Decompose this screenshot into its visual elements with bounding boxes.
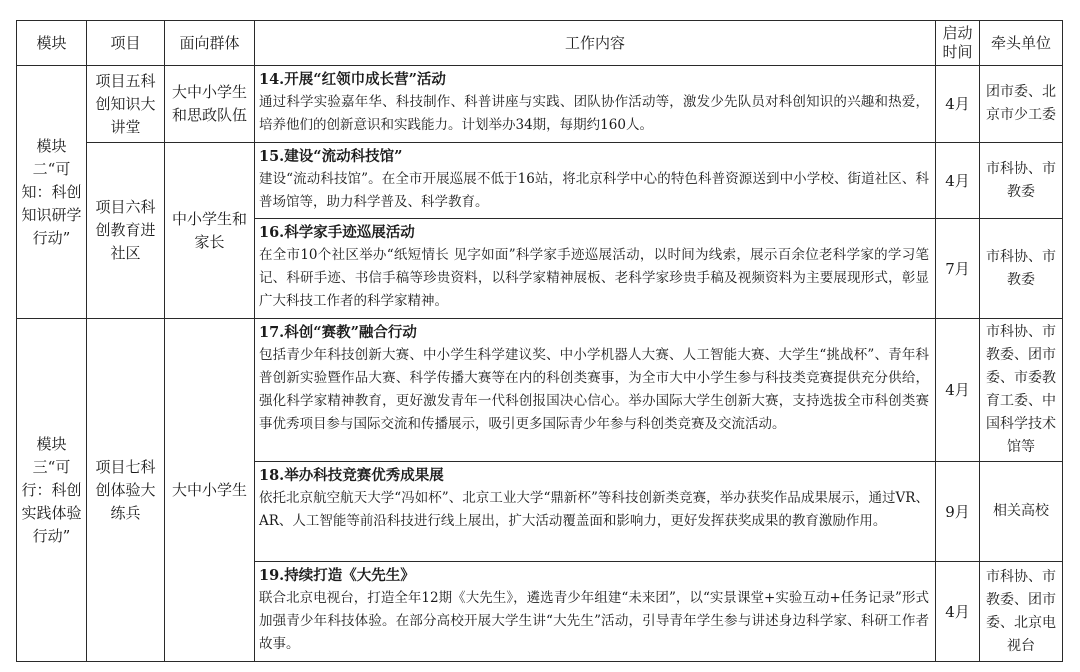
- item-description: 依托北京航空航天大学“冯如杯”、北京工业大学“鼎新杯”等科技创新类竞赛，举办获奖作品成果展示，通过VR、AR、人工智能等前沿科技进行线上展出，扩大活动覆盖面和影响力，更好发挥获奖成果的教育激励作用。: [259, 490, 929, 529]
- lead-unit-cell: 市科协、市教委、团市委、市委教育工委、中国科学技术馆等: [980, 319, 1063, 462]
- item-description: 在全市10个社区举办“纸短情长 见字如面”科学家手迹巡展活动，以时间为线索，展示百余位老科学家的学习笔记、科研手迹、书信手稿等珍贵资料，以科学家精神展板、老科学家珍贵手稿及视频资料为主要展现形式，彰显广大科技工作者的科学家精神。: [259, 247, 929, 309]
- item-title: 19.持续打造《大先生》: [259, 567, 415, 584]
- module-cell: 模块二“可知：科创知识研学行动”: [17, 66, 87, 319]
- project-cell: 项目六科创教育进社区: [87, 143, 165, 319]
- work-plan-table: [16, 20, 1063, 662]
- content-cell: [255, 562, 936, 662]
- lead-unit-cell: 市科协、市教委: [980, 143, 1063, 219]
- item-description: 建设“流动科技馆”。在全市开展巡展不低于16站，将北京科学中心的特色科普资源送到中小学校、街道社区、科普场馆等，助力科学普及、科学教育。: [259, 171, 929, 210]
- header-start-time: 启动时间: [936, 21, 980, 66]
- project-cell: 项目五科创知识大讲堂: [87, 66, 165, 143]
- content-cell: [255, 143, 936, 219]
- document-page: [16, 20, 1063, 662]
- table-row: [17, 143, 1063, 219]
- start-time-cell: 4月: [936, 319, 980, 462]
- table-row: [17, 319, 1063, 462]
- item-title: 17.科创“赛教”融合行动: [259, 324, 417, 341]
- lead-unit-cell: 团市委、北京市少工委: [980, 66, 1063, 143]
- lead-unit-cell: 市科协、市教委: [980, 219, 1063, 319]
- project-cell: 项目七科创体验大练兵: [87, 319, 165, 662]
- start-time-cell: 4月: [936, 66, 980, 143]
- start-time-cell: 9月: [936, 462, 980, 562]
- content-cell: [255, 319, 936, 462]
- item-description: 包括青少年科技创新大赛、中小学生科学建议奖、中小学机器人大赛、人工智能大赛、大学生“挑战杯”、青年科普创新实验暨作品大赛、科学传播大赛等在内的科创类赛事，为全市大中小学生参与科技类竞赛提供充分供给，强化科学家精神教育，更好激发青年一代科创报国决心信心。举办国际大学生创新大赛，支持选拔全市科创类赛事优秀项目参与国际交流和传播展示，吸引更多国际青少年参与科创类竞赛及交流活动。: [259, 347, 929, 432]
- content-cell: [255, 66, 936, 143]
- start-time-cell: 4月: [936, 143, 980, 219]
- module-cell: 模块三“可行：科创实践体验行动”: [17, 319, 87, 662]
- lead-unit-cell: 市科协、市教委、团市委、北京电视台: [980, 562, 1063, 662]
- content-cell: [255, 462, 936, 562]
- item-description: 通过科学实验嘉年华、科技制作、科普讲座与实践、团队协作活动等，激发少先队员对科创知识的兴趣和热爱，培养他们的创新意识和实践能力。计划举办34期，每期约160人。: [259, 94, 929, 133]
- group-cell: 大中小学生: [165, 319, 255, 662]
- content-cell: [255, 219, 936, 319]
- item-title: 15.建设“流动科技馆”: [259, 148, 403, 165]
- header-content: 工作内容: [255, 21, 936, 66]
- header-module: 模块: [17, 21, 87, 66]
- item-title: 16.科学家手迹巡展活动: [259, 224, 415, 241]
- item-title: 14.开展“红领巾成长营”活动: [259, 71, 446, 88]
- lead-unit-cell: 相关高校: [980, 462, 1063, 562]
- group-cell: 中小学生和家长: [165, 143, 255, 319]
- item-description: 联合北京电视台，打造全年12期《大先生》，遴选青少年组建“未来团”，以“实景课堂+实验互动+任务记录”形式加强青少年科技体验。在部分高校开展大学生讲“大先生”活动，引导青年学生参与讲述身边科学家、科研工作者故事。: [259, 590, 929, 652]
- item-title: 18.举办科技竞赛优秀成果展: [259, 467, 444, 484]
- header-lead-unit: 牵头单位: [980, 21, 1063, 66]
- table-row: [17, 66, 1063, 143]
- group-cell: 大中小学生和思政队伍: [165, 66, 255, 143]
- start-time-cell: 7月: [936, 219, 980, 319]
- header-row: [17, 21, 1063, 66]
- header-project: 项目: [87, 21, 165, 66]
- start-time-cell: 4月: [936, 562, 980, 662]
- header-group: 面向群体: [165, 21, 255, 66]
